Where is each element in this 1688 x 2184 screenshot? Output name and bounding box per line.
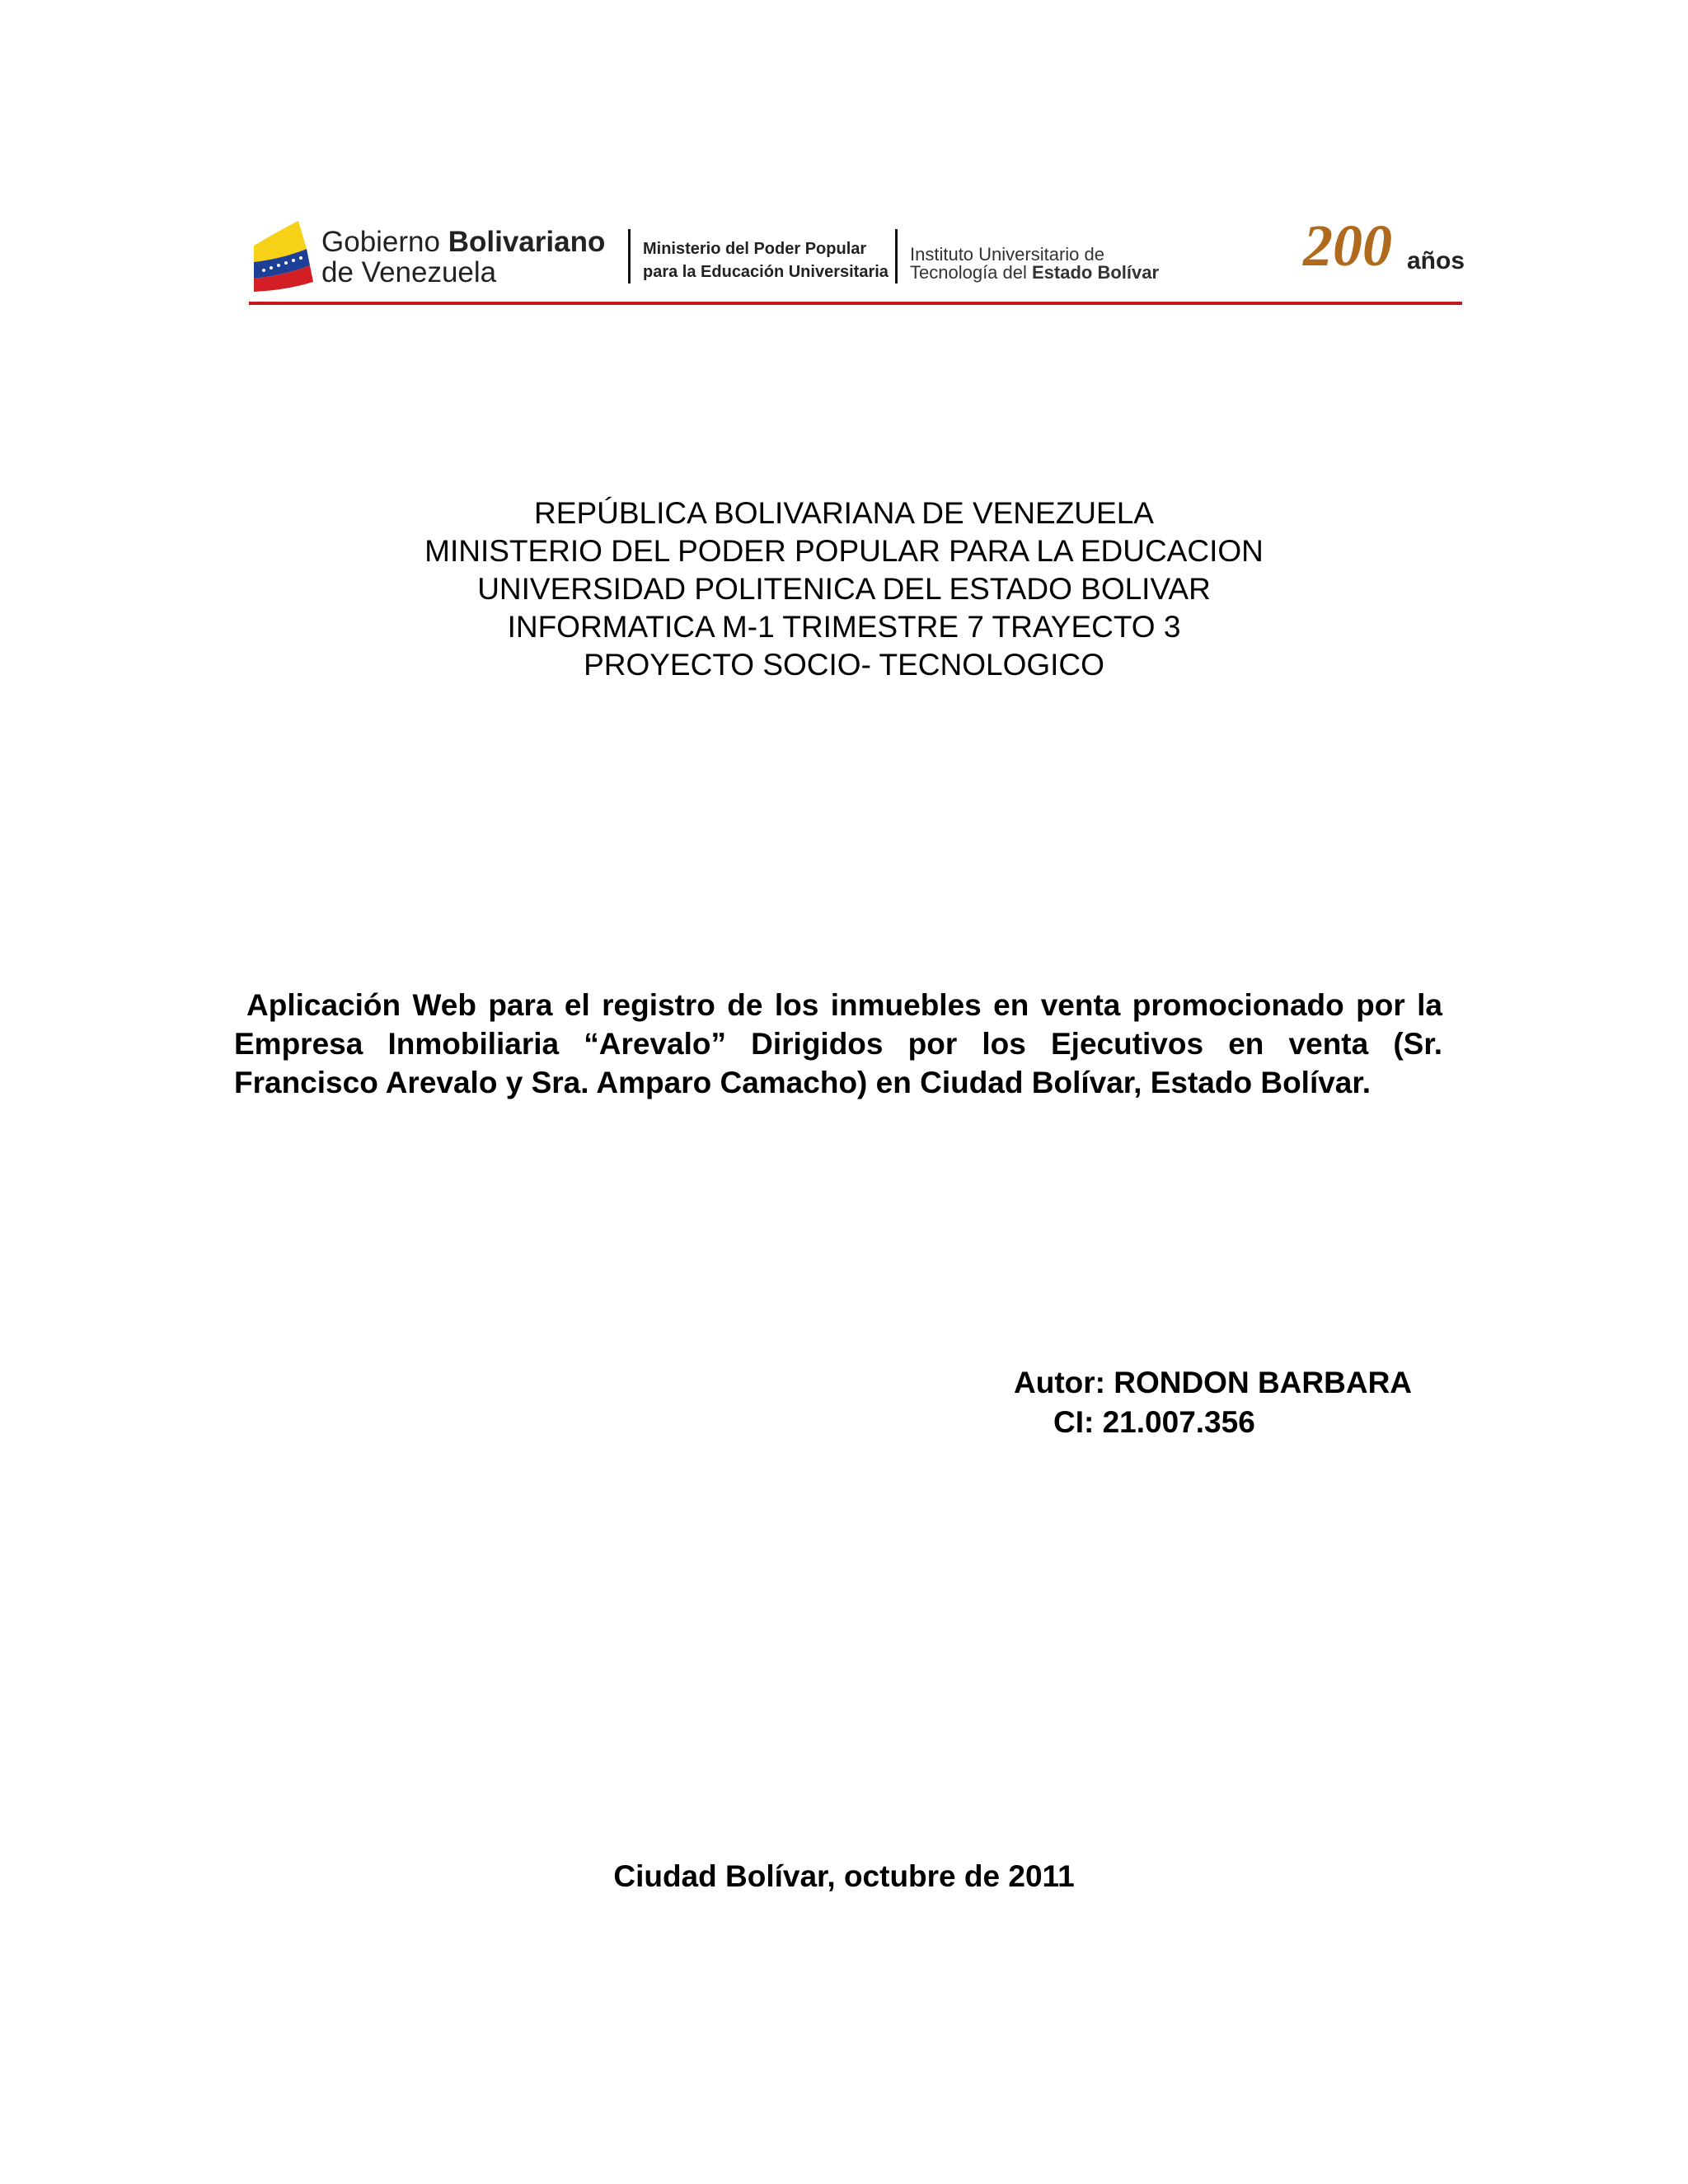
200-anos-logo-icon [1300, 208, 1465, 290]
author-block [1014, 1363, 1412, 1442]
ministry-line1: Ministerio del Poder Popular [643, 240, 867, 258]
gov-name-bold: Bolivariano [448, 226, 606, 258]
institute-line2-prefix: Tecnología del [910, 262, 1032, 283]
institution-line: UNIVERSIDAD POLITENICA DEL ESTADO BOLIVAR [477, 572, 1211, 606]
gov-name-line2: de Venezuela [321, 256, 497, 288]
author-ci: CI: 21.007.356 [1053, 1405, 1255, 1439]
gov-name-prefix: Gobierno [321, 226, 448, 258]
header-red-rule [249, 302, 1462, 305]
institution-line: PROYECTO SOCIO- TECNOLOGICO [584, 648, 1104, 682]
author-name: Autor: RONDON BARBARA [1014, 1366, 1413, 1399]
ministry-name [643, 237, 889, 284]
anniversary-number: 200 [1303, 213, 1392, 279]
institution-line: MINISTERIO DEL PODER POPULAR PARA LA EDUCACION [424, 534, 1264, 568]
project-title: Aplicación Web para el registro de los inmuebles en venta promocionado por la Empresa Inmobiliaria “Arevalo” Dirigidos por los Ejecutivos en venta (Sr. Francisco Arevalo y Sra. Amparo Camacho) en Ciudad Bolívar, Estado Bolívar. [234, 988, 1442, 1099]
institute-name [910, 246, 1159, 282]
institute-line2-bold: Estado Bolívar [1032, 262, 1160, 283]
institution-line: REPÚBLICA BOLIVARIANA DE VENEZUELA [534, 496, 1154, 530]
government-name [321, 227, 605, 287]
ministry-line2: para la Educación Universitaria [643, 263, 889, 281]
header-banner [249, 208, 1465, 308]
institute-line1: Instituto Universitario de [910, 244, 1104, 265]
header-divider [895, 229, 898, 284]
venezuela-flag-logo-icon [249, 213, 331, 292]
place-date: Ciudad Bolívar, octubre de 2011 [613, 1859, 1075, 1893]
institution-heading [0, 494, 1688, 684]
header-divider [628, 229, 631, 284]
institution-line: INFORMATICA M-1 TRIMESTRE 7 TRAYECTO 3 [507, 610, 1181, 644]
anniversary-word: años [1407, 247, 1465, 274]
